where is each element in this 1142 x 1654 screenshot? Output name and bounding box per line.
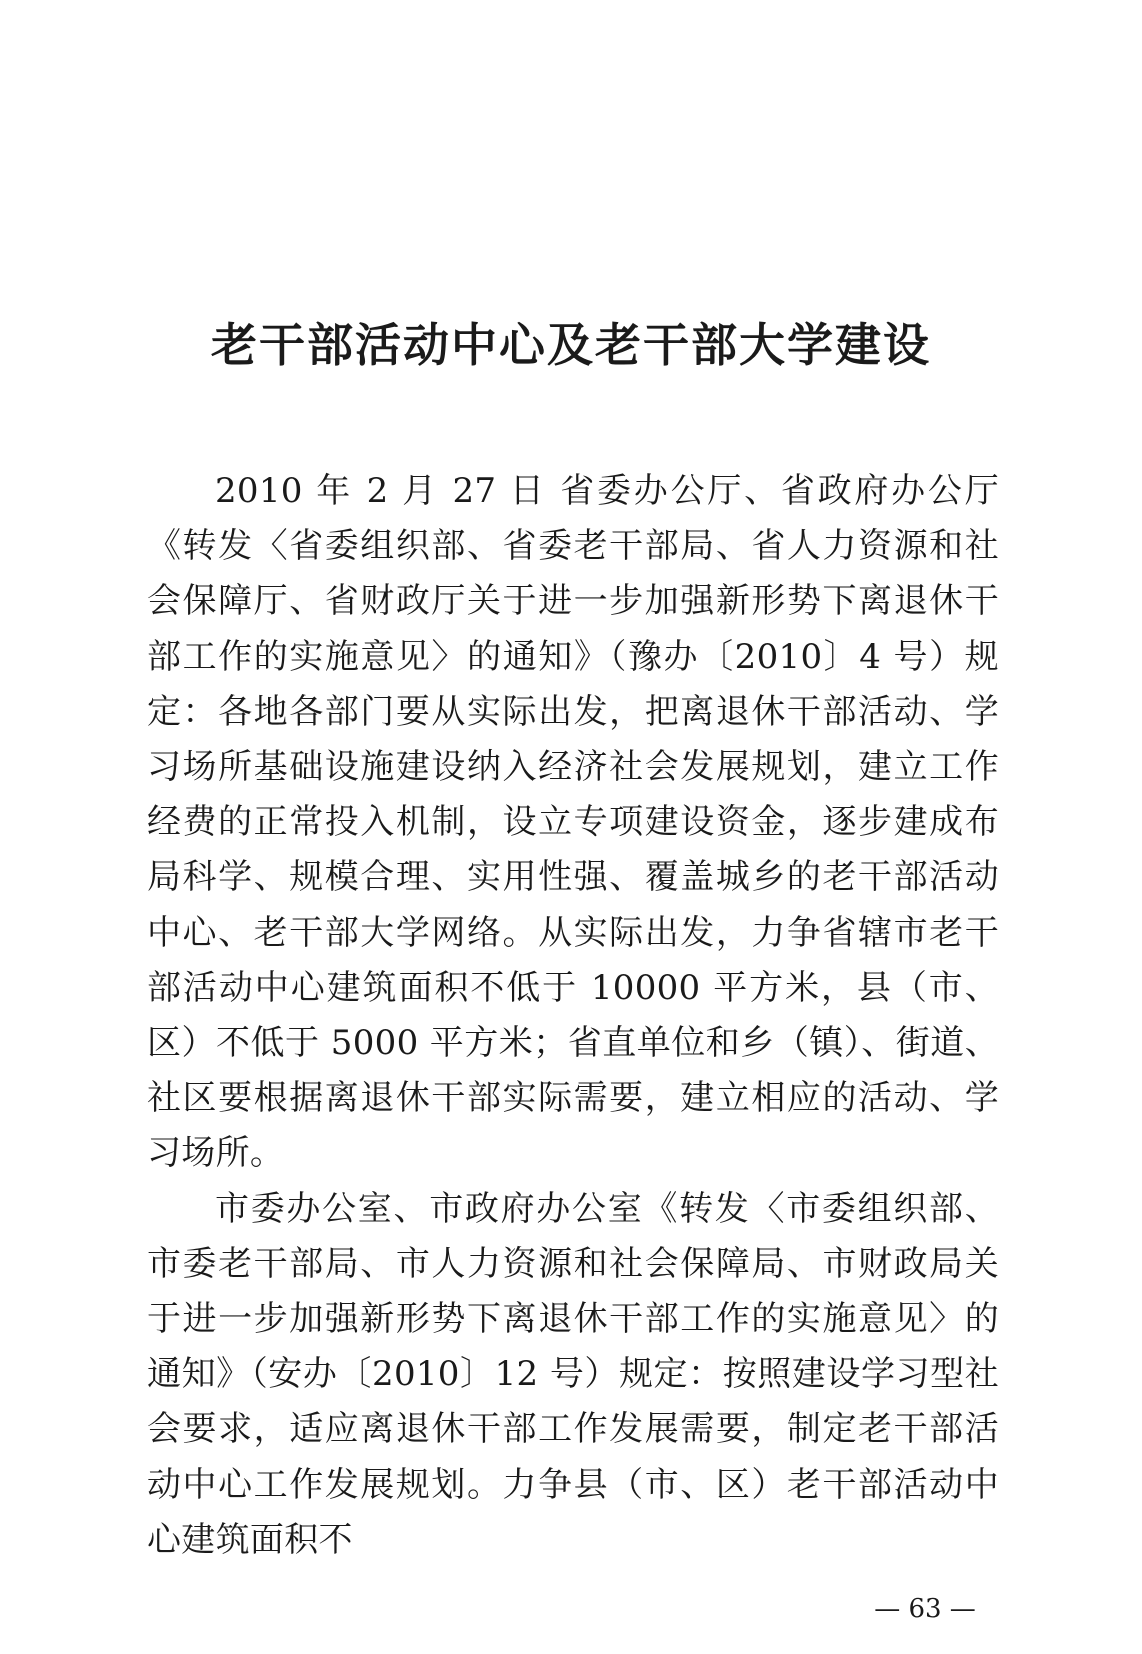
page-title: 老干部活动中心及老干部大学建设 bbox=[211, 318, 931, 372]
paragraph-2: 市委办公室、市政府办公室《转发〈市委组织部、市委老干部局、市人力资源和社会保障局、市财政局关于进一步加强新形势下离退休干部工作的实施意见〉的通知》（安办〔2010〕12 号）规定：按照建设学习型社会要求，适应离退休干部工作发展需要，制定老干部活动中心工作发展规划。力争县（市、区）老干部活动中心建筑面积不 bbox=[147, 1188, 999, 1560]
body-text bbox=[147, 464, 999, 1568]
page-number: — 63 — bbox=[874, 1594, 976, 1624]
paragraph-1: 2010 年 2 月 27 日 省委办公厅、省政府办公厅《转发〈省委组织部、省委老干部局、省人力资源和社会保障厅、省财政厅关于进一步加强新形势下离退休干部工作的实施意见〉的通知》（豫办〔2010〕4 号）规定：各地各部门要从实际出发，把离退休干部活动、学习场所基础设施建设纳入经济社会发展规划，建立工作经费的正常投入机制，设立专项建设资金，逐步建成布局科学、规模合理、实用性强、覆盖城乡的老干部活动中心、老干部大学网络。从实际出发，力争省辖市老干部活动中心建筑面积不低于 10000 平方米，县（市、区）不低于 5000 平方米；省直单位和乡（镇）、街道、社区要根据离退休干部实际需要，建立相应的活动、学习场所。 bbox=[147, 471, 999, 1174]
